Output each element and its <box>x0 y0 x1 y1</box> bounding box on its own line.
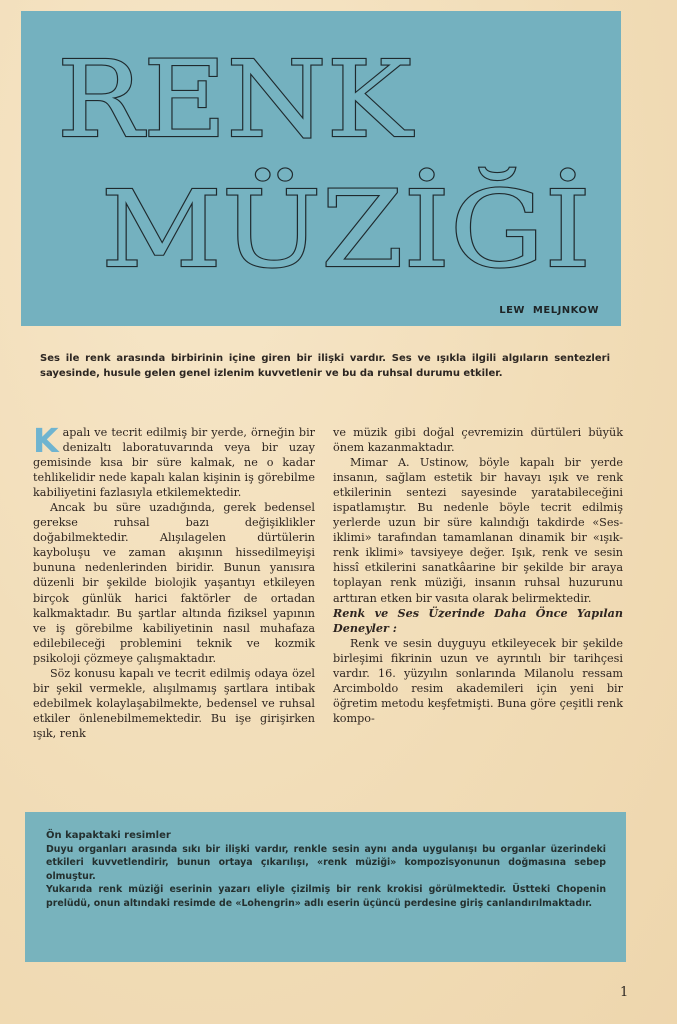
page-number: 1 <box>620 985 629 1000</box>
article-paragraph: Renk ve sesin duyguyu etkileyecek bir şekilde birleşimi fikrinin uzun ve ayrıntılı bir tarihçesi vardır. 16. yüzyılın sonlarında Milanolu ressam Arcimboldo resim akademileri için yeni bir öğretim metodu keşfetmişti. Buna göre çeşitli renk kompo- <box>333 636 623 725</box>
paragraph-text: apalı ve tecrit edilmiş bir yerde, örneğin bir denizaltı laboratuvarında veya bir uzay gemisinde kısa bir süre kalmak, ne o kadar tehlikelidir nede kapalı kalan kişinin iş görebilme kabiliyetini fazlasıyla etkilemektedir. <box>33 426 315 500</box>
article-column-right <box>333 425 623 726</box>
title-line-1: RENK <box>57 38 414 161</box>
drop-cap: K <box>33 421 59 460</box>
cover-note-paragraph: Yukarıda renk müziği eserinin yazarı eliyle çizilmiş bir renk krokisi görülmektedir. Üstteki Chopenin prelüdü, onun altındaki resimde de «Lohengrin» adlı eserin üçüncü perdesine giriş canlandırılmaktadır. <box>46 884 606 909</box>
article-column-left <box>33 421 315 741</box>
title-panel <box>21 11 621 326</box>
article-paragraph: ve müzik gibi doğal çevremizin dürtüleri büyük önem kazanmaktadır. <box>333 426 623 455</box>
cover-note-heading: Ön kapaktaki resimler <box>46 830 171 841</box>
article-paragraph: Söz konusu kapalı ve tecrit edilmiş odaya özel bir şekil vermekle, alışılmamış şartlara intibak edebilmek kolaylaşabilmekte, bedensel ve ruhsal etkiler önlenebilmemektedir. Bu işe girişirken ışık, renk <box>33 666 315 740</box>
article-paragraph: Ancak bu süre uzadığında, gerek bedensel gerekse ruhsal bazı değişiklikler doğabilmektedir. Alışılagelen dürtülerin kayboluşu ve zaman akışının hissedilmeyişi bununa nedenlerinden biridir. Bunun yanısıra düzenli bir şekilde biolojik yaşantıyı etkileyen birçok günlük harici faktörler de ortadan kalkmaktadır. Bu şartlar altında fiziksel yapının ve iş görebilme kabiliyetinin nasıl muhafaza edilebileceği problemini teknik ve kozmik psikoloji çözmeye çalışmaktadır. <box>33 501 315 665</box>
article-paragraph: Mimar A. Ustinow, böyle kapalı bir yerde insanın, sağlam estetik bir havayı ışık ve renk etkilerinin sentezi sayesinde yaratabileceğini ispatlamıştır. Bu nedenle böyle tecrit edilmiş yerlerde uzun bir süre kalındığı takdirde «Ses-iklimi» tarafından tamamlanan dinamik bir «ışık-renk iklimi» tavsiyeye değer. Işık, renk ve sesin hissî etkilerini sanatkâarine bir şekilde bir araya toplayan renk müziği, insanın ruhsal huzurunu arttıran etken bir vasıta olarak belirmektedir. <box>333 456 623 605</box>
cover-note <box>46 829 606 911</box>
article-paragraph <box>33 421 315 500</box>
section-subheading: Renk ve Ses Üzerinde Daha Önce Yapılan Deneyler : <box>333 605 623 635</box>
title-graphic <box>21 11 621 326</box>
title-line-2: MÜZİĞİ <box>101 168 541 291</box>
author-byline: LEW MELJNKOW <box>499 305 599 316</box>
lead-paragraph: Ses ile renk arasında birbirinin içine giren bir ilişki vardır. Ses ve ışıkla ilgili algıların sentezleri sayesinde, husule gelen genel izlenim kuvvetlenir ve bu da ruhsal durumu etkiler. <box>40 353 610 379</box>
cover-note-paragraph: Duyu organları arasında sıkı bir ilişki vardır, renkle sesin aynı anda uygulanışı bu organlar üzerindeki etkileri kuvvetlendirir, bunun ortaya çıkarılışı, «renk müziği» kompozisyonunun doğmasına sebep olmuştur. <box>46 843 606 882</box>
cover-note-box <box>25 812 626 962</box>
